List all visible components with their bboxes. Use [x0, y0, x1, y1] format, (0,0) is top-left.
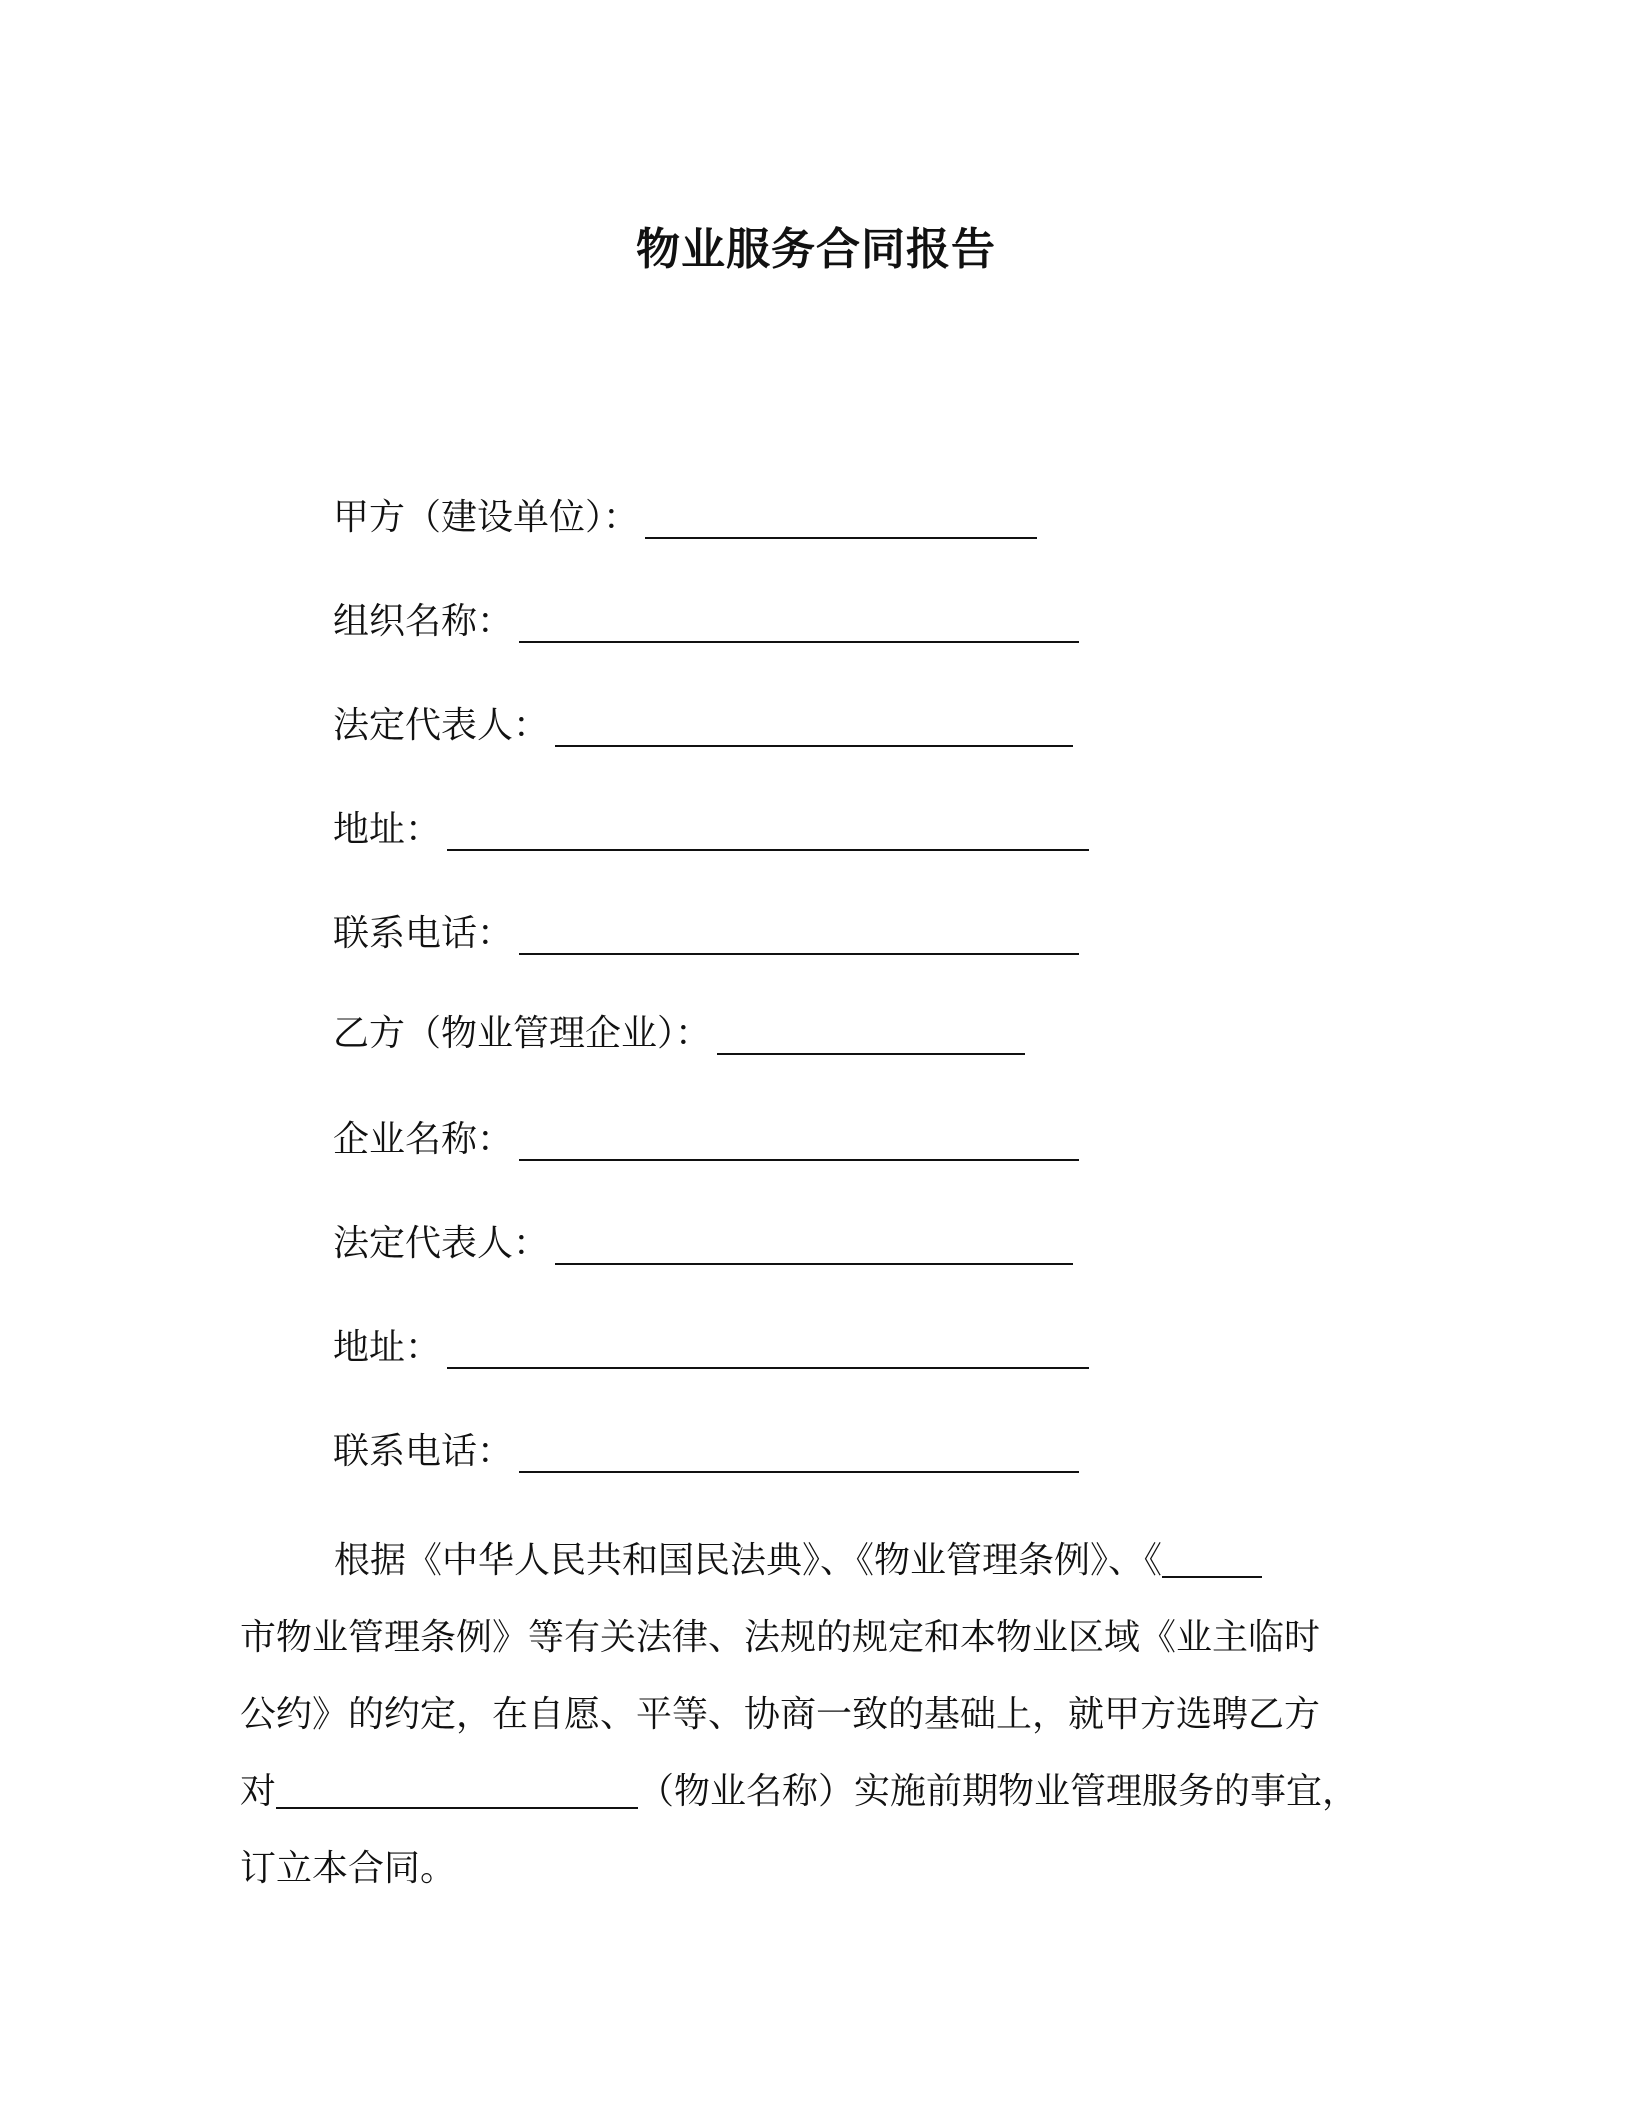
party-a-legal-rep-blank[interactable] [555, 715, 1073, 747]
party-b-legal-rep-field [333, 1220, 1073, 1268]
party-a-org-name-label: 组织名称： [333, 601, 514, 642]
party-a-heading-field [333, 494, 1037, 542]
party-a-heading-label: 甲方（建设单位）： [333, 497, 640, 538]
party-b-company-name-field [333, 1116, 1079, 1164]
preamble-line-3: 公约》的约定，在自愿、平等、协商一致的基础上，就甲方选聘乙方 [240, 1694, 1321, 1735]
party-a-phone-label: 联系电话： [333, 913, 514, 954]
party-b-heading-blank[interactable] [717, 1023, 1025, 1055]
party-b-phone-label: 联系电话： [333, 1431, 514, 1472]
party-a-legal-rep-label: 法定代表人： [333, 705, 550, 746]
party-a-phone-blank[interactable] [519, 923, 1079, 955]
preamble-line-4 [240, 1753, 1390, 1830]
party-a-phone-field [333, 910, 1079, 958]
party-b-address-field [333, 1324, 1089, 1372]
party-a-org-name-blank[interactable] [519, 611, 1079, 643]
party-b-company-name-blank[interactable] [519, 1129, 1079, 1161]
preamble-line-2: 市物业管理条例》等有关法律、法规的规定和本物业区域《业主临时 [240, 1617, 1321, 1658]
document-title: 物业服务合同报告 [636, 224, 996, 275]
party-b-phone-blank[interactable] [519, 1441, 1079, 1473]
party-b-company-name-label: 企业名称： [333, 1119, 514, 1160]
party-b-heading-field [333, 1010, 1025, 1058]
party-a-address-blank[interactable] [447, 819, 1089, 851]
party-a-heading-blank[interactable] [645, 507, 1037, 539]
property-name-blank[interactable] [276, 1777, 638, 1809]
party-b-legal-rep-blank[interactable] [555, 1233, 1073, 1265]
preamble-line-4-suffix: （物业名称）实施前期物业管理服务的事宜， [638, 1771, 1359, 1812]
party-a-address-field [333, 806, 1089, 854]
party-b-phone-field [333, 1428, 1079, 1476]
party-a-org-name-field [333, 598, 1079, 646]
preamble-line-1 [240, 1522, 1390, 1599]
preamble-line-4-prefix: 对 [240, 1771, 277, 1812]
party-b-legal-rep-label: 法定代表人： [333, 1223, 550, 1264]
preamble-line-5: 订立本合同。 [240, 1848, 457, 1889]
party-b-heading-label: 乙方（物业管理企业）： [333, 1013, 712, 1054]
party-b-address-label: 地址： [333, 1327, 442, 1368]
party-b-address-blank[interactable] [447, 1337, 1089, 1369]
preamble-line-1-text: 根据《中华人民共和国民法典》、《物业管理条例》、《 [334, 1540, 1163, 1581]
party-a-legal-rep-field [333, 702, 1073, 750]
party-a-address-label: 地址： [333, 809, 442, 850]
city-name-blank[interactable] [1162, 1546, 1262, 1578]
preamble-paragraph [240, 1522, 1390, 1907]
